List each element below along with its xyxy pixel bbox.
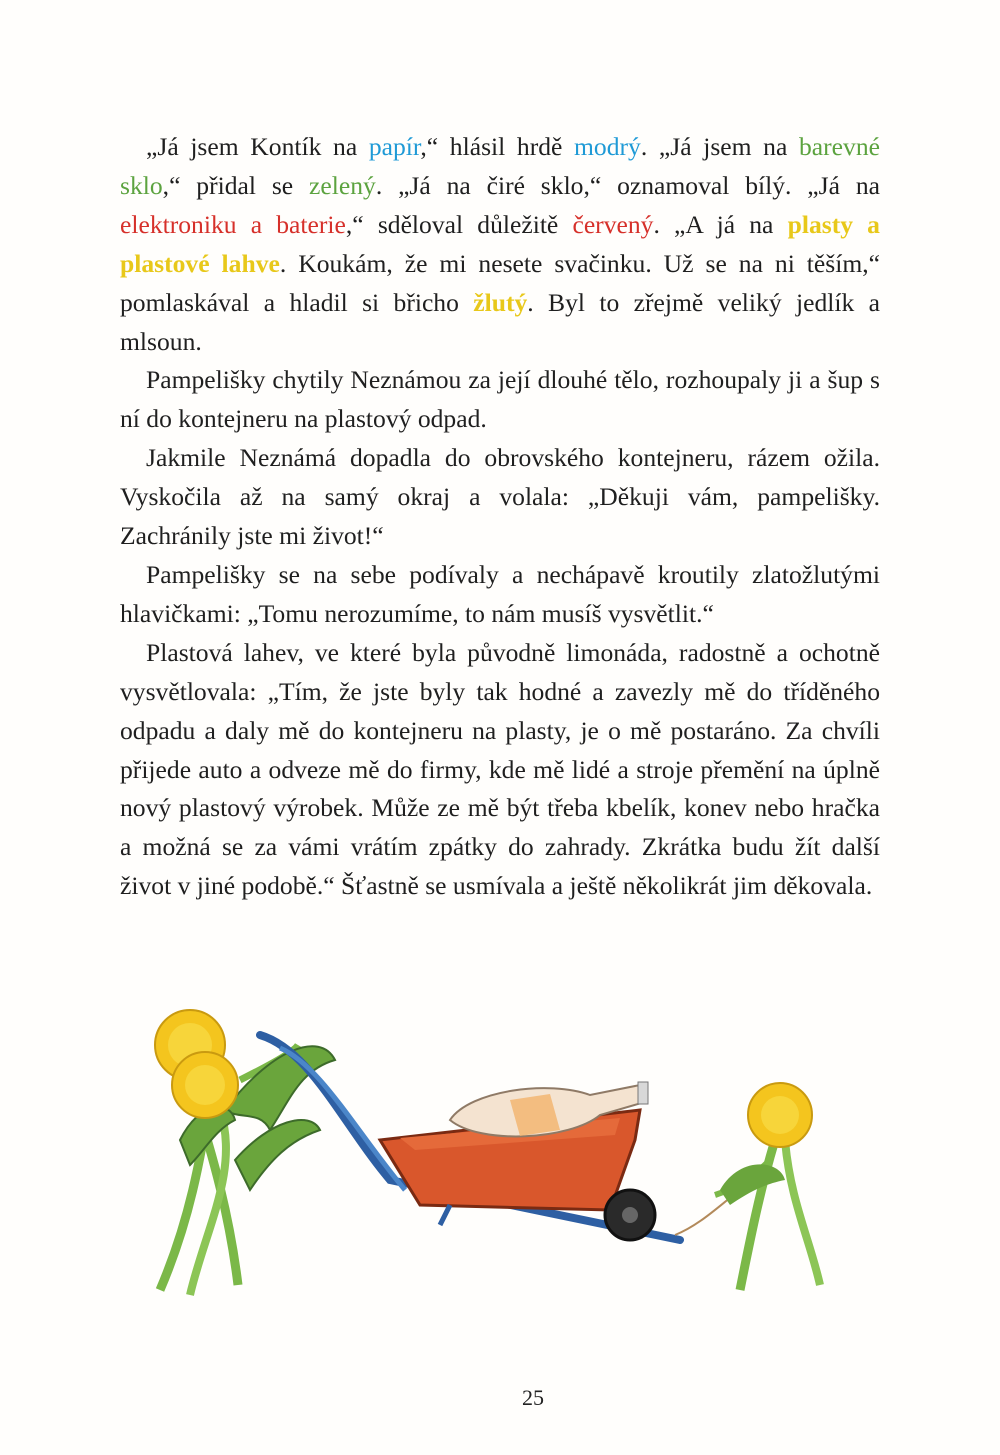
paragraph-3: Jakmile Neznámá dopadla do obrovského kontejneru, rázem ožila. Vyskočila až na samý okraj a volala: „Děkuji vám, pampelišky. Zachránily jste mi život!“: [120, 443, 880, 551]
text-run: . Koukám, že mi nesete svačinku. Už se na ni těším,“ pomlaskával a hladil si břicho: [120, 248, 881, 317]
text-run: . „A já na: [653, 209, 788, 239]
page-number: 25: [522, 1385, 544, 1410]
right-dandelion: [715, 1083, 820, 1290]
text-run: „Já jsem Kontík na: [146, 132, 369, 161]
word-colored-glass: barevné sklo: [120, 132, 880, 200]
dandelions-wheelbarrow-illustration: [120, 990, 920, 1320]
wheelbarrow: [260, 1035, 740, 1240]
word-red: červený: [572, 209, 654, 239]
paragraph-2: Pampelišky chytily Neznámou za její dlouhé tělo, rozhoupaly ji a šup s ní do kontejneru na plastový odpad.: [120, 365, 880, 434]
text-run: ,“ hlásil hrdě: [420, 132, 575, 161]
paragraph-1: [120, 128, 880, 361]
story-text: [120, 128, 880, 906]
text-run: ,“ přidal se: [162, 170, 310, 200]
text-run: . „Já jsem na: [640, 132, 799, 161]
word-electronics: elektroniku a baterie: [120, 209, 346, 239]
dandelion-flower-2: [172, 1052, 238, 1118]
word-blue: modrý: [574, 132, 641, 161]
word-plastics: plasty a plastové lahve: [120, 209, 880, 278]
word-paper: papír: [368, 132, 421, 161]
text-run: . Byl to zřejmě veliký jedlík a mlsoun.: [120, 287, 880, 356]
text-run: . „Já na čiré sklo,“ oznamoval bílý. „Já na: [375, 170, 880, 200]
text-run: ,“ sděloval důležitě: [345, 209, 573, 239]
word-green: zelený: [309, 170, 376, 200]
paragraph-4: Pampelišky se na sebe podívaly a nechápavě kroutily zlatožlutými hlavičkami: „Tomu nerozumíme, to nám musíš vysvětlit.“: [120, 559, 880, 628]
word-yellow: žlutý: [473, 287, 528, 317]
paragraph-5: Plastová lahev, ve které byla původně limonáda, radostně a ochotně vysvětlovala: „Tím, že jste byly tak hodné a zavezly mě do tříděného odpadu a daly mě do kontejneru na plasty, je o mě postaráno. Za chvíli přijede auto a odveze mě do firmy, kde mě lidé a stroje přemění na úplně nový plastový výrobek. Může ze mě být třeba kbelík, konev nebo hračka a možná se za vámi vrátím zpátky do zahrady. Zkrátka budu žít další život v jiné podobě.“ Šťastně se usmívala a ještě několikrát jim děkovala.: [120, 637, 880, 901]
